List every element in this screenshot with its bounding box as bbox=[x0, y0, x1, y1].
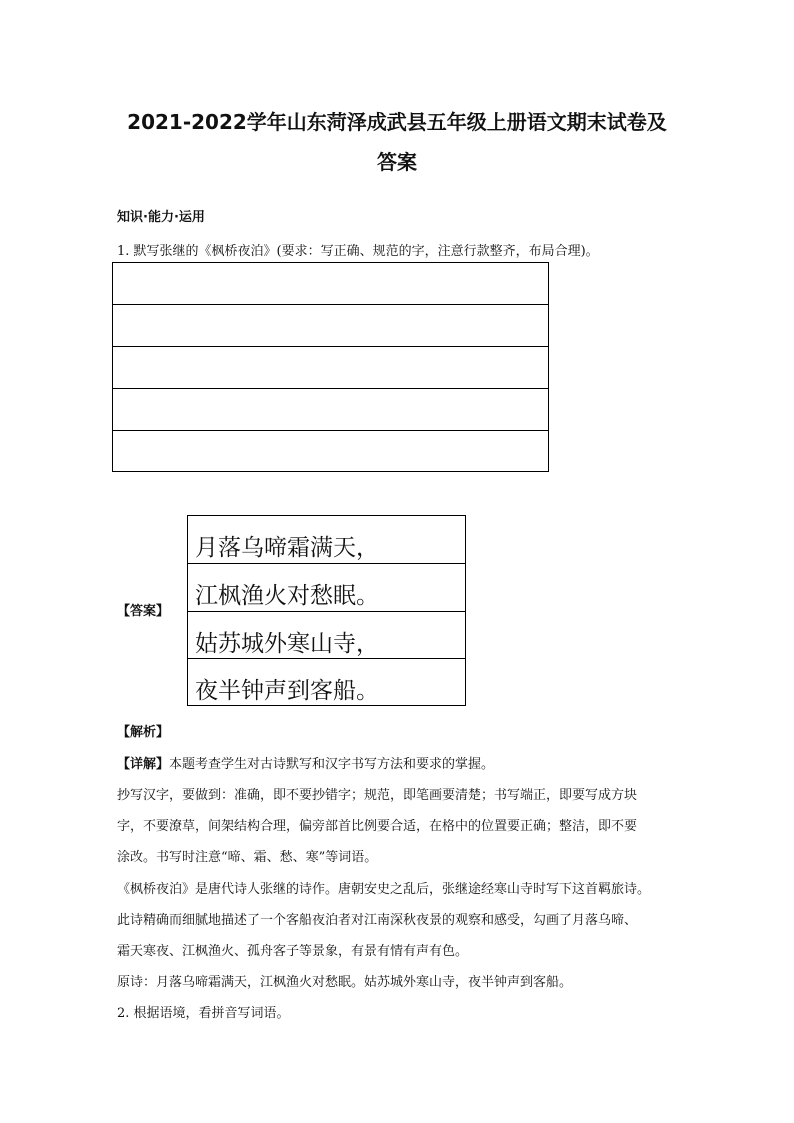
question-1: 1. 默写张继的《枫桥夜泊》(要求：写正确、规范的字，注意行款整齐，布局合理)。 bbox=[117, 244, 599, 259]
writing-row bbox=[113, 347, 548, 389]
text-line: 字，不要潦草，间架结构合理，偏旁部首比例要合适，在格中的位置要正确；整洁，即不要 bbox=[117, 819, 638, 834]
answer-poem-box bbox=[187, 515, 466, 706]
detail-label: 【详解】 bbox=[117, 757, 170, 772]
answer-label: 【答案】 bbox=[117, 604, 170, 619]
writing-row bbox=[113, 263, 548, 305]
writing-grid bbox=[112, 262, 549, 472]
poem-line: 夜半钟声到客船。 bbox=[195, 678, 379, 705]
text-line: 《枫桥夜泊》是唐代诗人张继的诗作。唐朝安史之乱后，张继途经寒山寺时写下这首羁旅诗。 bbox=[117, 882, 651, 897]
text-line: 涂改。书写时注意“啼、霜、愁、寒”等词语。 bbox=[117, 850, 378, 865]
page-title-line-2: 答案 bbox=[377, 150, 417, 174]
text-line: 原诗：月落乌啼霜满天，江枫渔火对愁眠。姑苏城外寒山寺，夜半钟声到客船。 bbox=[117, 975, 573, 990]
poem-line: 月落乌啼霜满天， bbox=[188, 516, 465, 564]
analysis-label: 【解析】 bbox=[117, 725, 170, 740]
poem-line: 姑苏城外寒山寺， bbox=[188, 612, 465, 660]
text-line: 抄写汉字，要做到：准确，即不要抄错字；规范，即笔画要清楚；书写端正，即要写成方块 bbox=[117, 788, 638, 803]
text-line: 霜天寒夜、江枫渔火、孤舟客子等景象，有景有情有声有色。 bbox=[117, 944, 469, 959]
writing-row bbox=[113, 431, 548, 473]
detail-paragraph bbox=[117, 753, 494, 772]
text-line: 此诗精确而细腻地描述了一个客船夜泊者对江南深秋夜景的观察和感受，勾画了月落乌啼、 bbox=[117, 913, 638, 928]
writing-row bbox=[113, 305, 548, 347]
writing-row bbox=[113, 389, 548, 431]
page-title-line-1: 2021-2022学年山东菏泽成武县五年级上册语文期末试卷及 bbox=[127, 110, 667, 134]
poem-line: 江枫渔火对愁眠。 bbox=[188, 564, 465, 612]
section-heading: 知识·能力·运用 bbox=[117, 210, 205, 225]
detail-text: 本题考查学生对古诗默写和汉字书写方法和要求的掌握。 bbox=[169, 757, 495, 772]
question-2: 2. 根据语境，看拼音写词语。 bbox=[117, 1006, 290, 1021]
